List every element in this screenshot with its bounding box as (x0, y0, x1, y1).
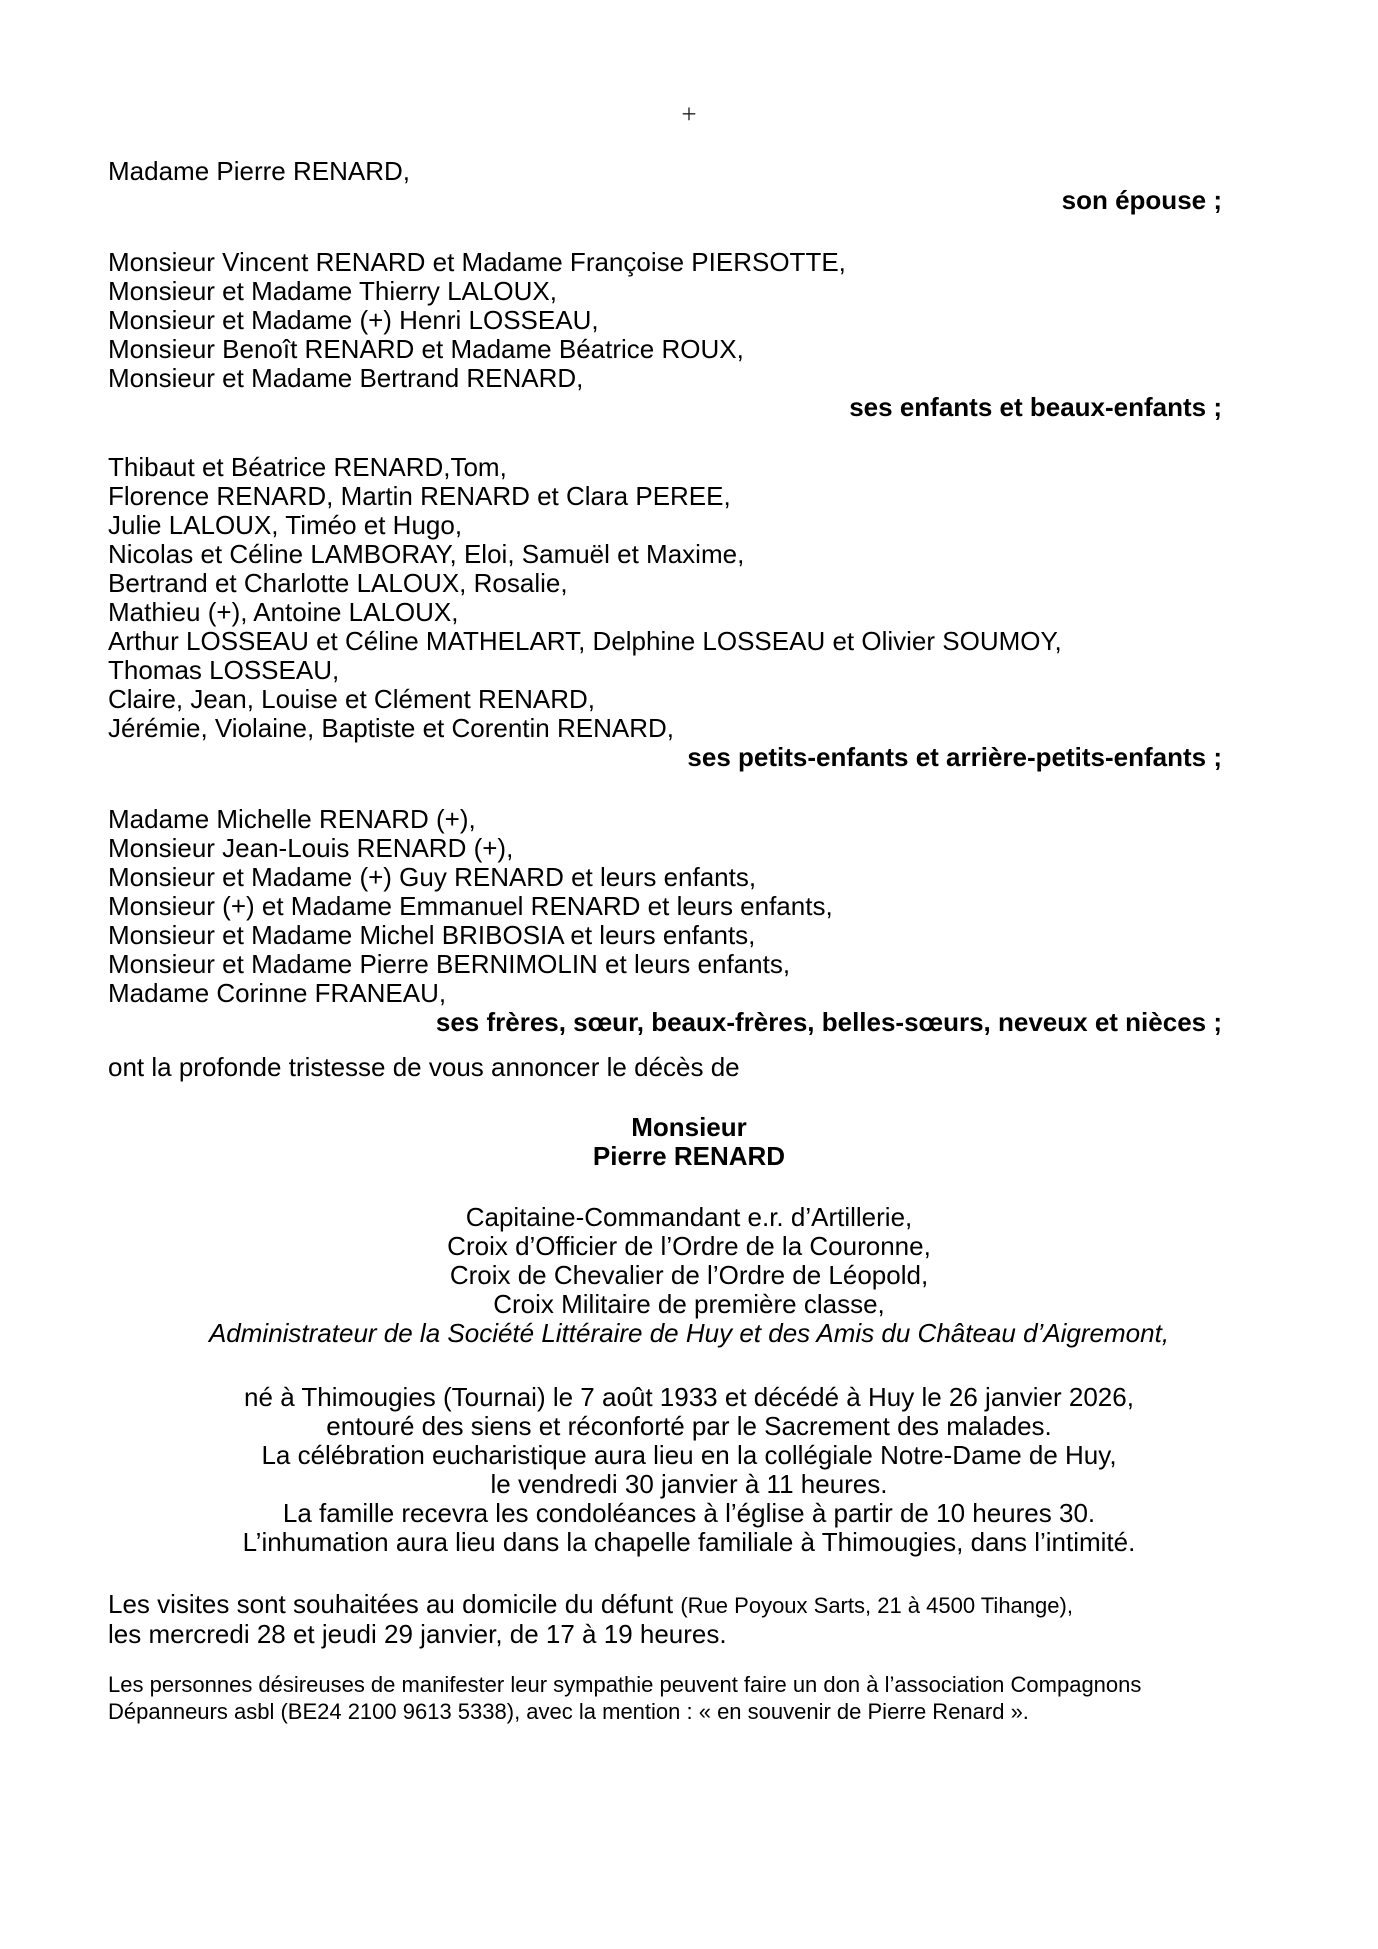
family-line: Monsieur et Madame Thierry LALOUX, (108, 276, 557, 306)
family-line: Monsieur Jean-Louis RENARD (+), (108, 833, 514, 863)
family-line: Monsieur et Madame (+) Henri LOSSEAU, (108, 305, 599, 335)
donation-line: Les personnes désireuses de manifester leur sympathie peuvent faire un don à l’association Compagnons (108, 1672, 1142, 1697)
relationship-label-children: ses enfants et beaux-enfants ; (849, 392, 1222, 422)
family-line: Madame Pierre RENARD, (108, 156, 410, 186)
ceremony-line: L’inhumation aura lieu dans la chapelle familiale à Thimougies, dans l’intimité. (242, 1527, 1136, 1557)
ceremony-line: le vendredi 30 janvier à 11 heures. (490, 1469, 888, 1499)
family-line: Claire, Jean, Louise et Clément RENARD, (108, 684, 595, 714)
family-line: Mathieu (+), Antoine LALOUX, (108, 597, 459, 627)
visits-address: (Rue Poyoux Sarts, 21 à 4500 Tihange), (680, 1593, 1073, 1618)
ceremony-block (0, 1383, 1378, 1557)
family-line: Julie LALOUX, Timéo et Hugo, (108, 510, 463, 540)
family-line: Monsieur Benoît RENARD et Madame Béatrice ROUX, (108, 334, 744, 364)
relationship-label-spouse: son épouse ; (1061, 185, 1222, 215)
family-line: Bertrand et Charlotte LALOUX, Rosalie, (108, 568, 568, 598)
honor-line: Croix de Chevalier de l’Ordre de Léopold, (449, 1260, 929, 1290)
family-line: Monsieur et Madame Michel BRIBOSIA et leurs enfants, (108, 920, 756, 950)
deceased-name: Pierre RENARD (592, 1141, 786, 1171)
spouse-group (0, 157, 1378, 215)
donation-line: Dépanneurs asbl (BE24 2100 9613 5338), avec la mention : « en souvenir de Pierre Renard ». (108, 1699, 1029, 1724)
visits-schedule: les mercredi 28 et jeudi 29 janvier, de 17 à 19 heures. (108, 1619, 727, 1649)
relationship-label-grandchildren: ses petits-enfants et arrière-petits-enfants ; (687, 742, 1222, 772)
announcement-text: ont la profonde tristesse de vous annoncer le décès de (108, 1052, 740, 1082)
family-line: Monsieur et Madame (+) Guy RENARD et leurs enfants, (108, 862, 757, 892)
grandchildren-group (0, 453, 1378, 772)
ceremony-line: né à Thimougies (Tournai) le 7 août 1933 et décédé à Huy le 26 janvier 2026, (244, 1382, 1134, 1412)
cross-symbol: + (681, 99, 697, 129)
family-line: Arthur LOSSEAU et Céline MATHELART, Delphine LOSSEAU et Olivier SOUMOY, (108, 626, 1062, 656)
donation-block (0, 1671, 1378, 1725)
visits-line (108, 1590, 1378, 1620)
family-line: Thomas LOSSEAU, (108, 655, 340, 685)
family-line: Madame Corinne FRANEAU, (108, 978, 447, 1008)
ceremony-line: La famille recevra les condoléances à l’église à partir de 10 heures 30. (282, 1498, 1096, 1528)
relationship-label-siblings: ses frères, sœur, beaux-frères, belles-sœurs, neveux et nièces ; (435, 1007, 1222, 1037)
visits-intro: Les visites sont souhaitées au domicile du défunt (108, 1589, 674, 1619)
ceremony-line: La célébration eucharistique aura lieu en la collégiale Notre-Dame de Huy, (261, 1440, 1117, 1470)
family-line: Monsieur et Madame Bertrand RENARD, (108, 363, 584, 393)
children-group (0, 248, 1378, 422)
ceremony-line: entouré des siens et réconforté par le Sacrement des malades. (326, 1411, 1052, 1441)
family-line: Monsieur Vincent RENARD et Madame Françoise PIERSOTTE, (108, 247, 846, 277)
honor-line-italic: Administrateur de la Société Littéraire de Huy et des Amis du Château d’Aigremont, (208, 1318, 1170, 1348)
family-line: Nicolas et Céline LAMBORAY, Eloi, Samuël et Maxime, (108, 539, 745, 569)
family-line: Monsieur (+) et Madame Emmanuel RENARD et leurs enfants, (108, 891, 833, 921)
family-line: Monsieur et Madame Pierre BERNIMOLIN et leurs enfants, (108, 949, 791, 979)
family-line: Jérémie, Violaine, Baptiste et Corentin RENARD, (108, 713, 674, 743)
family-line: Madame Michelle RENARD (+), (108, 804, 476, 834)
visits-block (0, 1590, 1378, 1649)
family-line: Thibaut et Béatrice RENARD,Tom, (108, 452, 507, 482)
honor-line: Croix d’Officier de l’Ordre de la Couronne, (447, 1231, 931, 1261)
honors-block (0, 1203, 1378, 1348)
honor-line: Croix Militaire de première classe, (493, 1289, 885, 1319)
deceased-title: Monsieur (631, 1112, 747, 1142)
family-line: Florence RENARD, Martin RENARD et Clara PEREE, (108, 481, 731, 511)
siblings-group (0, 805, 1378, 1037)
honor-line: Capitaine-Commandant e.r. d’Artillerie, (465, 1202, 913, 1232)
deceased-block (0, 1113, 1378, 1171)
